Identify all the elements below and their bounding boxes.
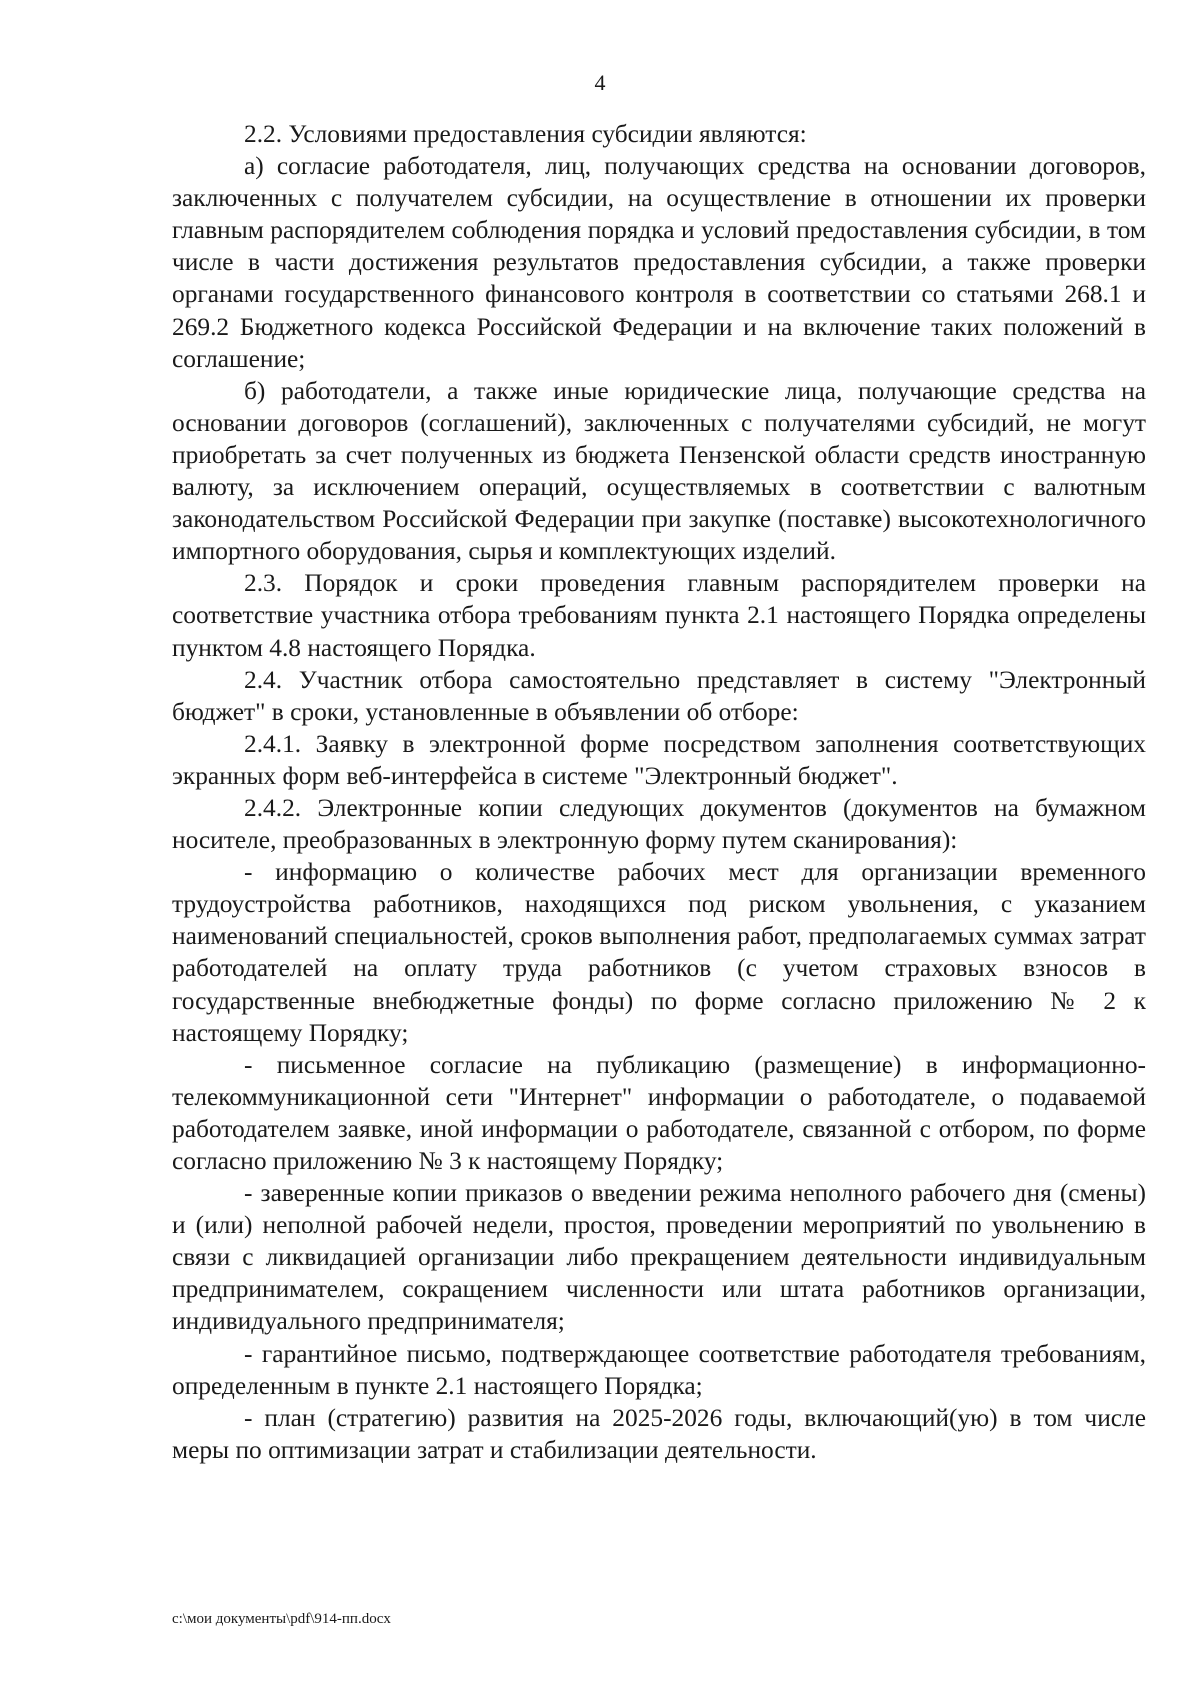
list-item-development-plan: - план (стратегию) развития на 2025-2026 годы, включающий(ую) в том числе меры по оптимизации затрат и стабилизации деятельности.	[172, 1403, 1146, 1464]
list-item-orders: - заверенные копии приказов о введении режима неполного рабочего дня (смены) и (или) неполной рабочей недели, простоя, проведении мероприятий по увольнению в связи с ликвидацией организации либо прекращением деятельности индивидуальным предпринимателем, сокращением численности или штата работников организации, индивидуального предпринимателя;	[172, 1179, 1146, 1336]
footer-file-path: c:\мои документы\pdf\914-пп.docx	[172, 1611, 391, 1627]
paragraph-2-2: 2.2. Условиями предоставления субсидии являются:	[244, 120, 807, 148]
paragraph-2-4-1: 2.4.1. Заявку в электронной форме посредством заполнения соответствующих экранных форм веб-интерфейса в системе "Электронный бюджет".	[172, 729, 1146, 790]
paragraph-2-4-2: 2.4.2. Электронные копии следующих документов (документов на бумажном носителе, преобразованных в электронную форму путем сканирования):	[172, 793, 1146, 855]
list-item-workplaces: - информацию о количестве рабочих мест для организации временного трудоустройства работников, находящихся под риском увольнения, с указанием наименований специальностей, сроков выполнения работ, предполагаемых суммах затрат работодателей на оплату труда работников (с учетом страховых взносов в государственные внебюджетные фонды) по форме согласно приложению № 2 к настоящему Порядку;	[172, 858, 1146, 1047]
document-body	[172, 118, 1146, 1466]
list-item-consent: - письменное согласие на публикацию (размещение) в информационно-телекоммуникационной сети "Интернет" информации о работодателе, о подаваемой работодателем заявке, иной информации о работодателе, связанной с отбором, по форме согласно приложению № 3 к настоящему Порядку;	[172, 1050, 1146, 1175]
paragraph-2-4: 2.4. Участник отбора самостоятельно представляет в систему "Электронный бюджет" в сроки, установленные в объявлении об отборе:	[172, 665, 1146, 726]
paragraph-2-2-b: б) работодатели, а также иные юридические лица, получающие средства на основании договоров (соглашений), заключенных с получателями субсидий, не могут приобретать за счет полученных из бюджета Пензенской области средств иностранную валюту, за исключением операций, осуществляемых в соответствии с валютным законодательством Российской Федерации при закупке (поставке) высокотехнологичного импортного оборудования, сырья и комплектующих изделий.	[172, 376, 1146, 566]
list-item-guarantee-letter: - гарантийное письмо, подтверждающее соответствие работодателя требованиям, определенным в пункте 2.1 настоящего Порядка;	[172, 1339, 1146, 1400]
paragraph-2-3: 2.3. Порядок и сроки проведения главным распорядителем проверки на соответствие участника отбора требованиям пункта 2.1 настоящего Порядка определены пунктом 4.8 настоящего Порядка.	[172, 569, 1146, 662]
page-number: 4	[594, 70, 606, 95]
paragraph-2-2-a: а) согласие работодателя, лиц, получающих средства на основании договоров, заключенных с получателем субсидии, на осуществление в отношении их проверки главным распорядителем соблюдения порядка и условий предоставления субсидии, в том числе в части достижения результатов предоставления субсидии, а также проверки органами государственного финансового контроля в соответствии со статьями 268.1 и 269.2 Бюджетного кодекса Российской Федерации и на включение таких положений в соглашение;	[172, 152, 1146, 373]
